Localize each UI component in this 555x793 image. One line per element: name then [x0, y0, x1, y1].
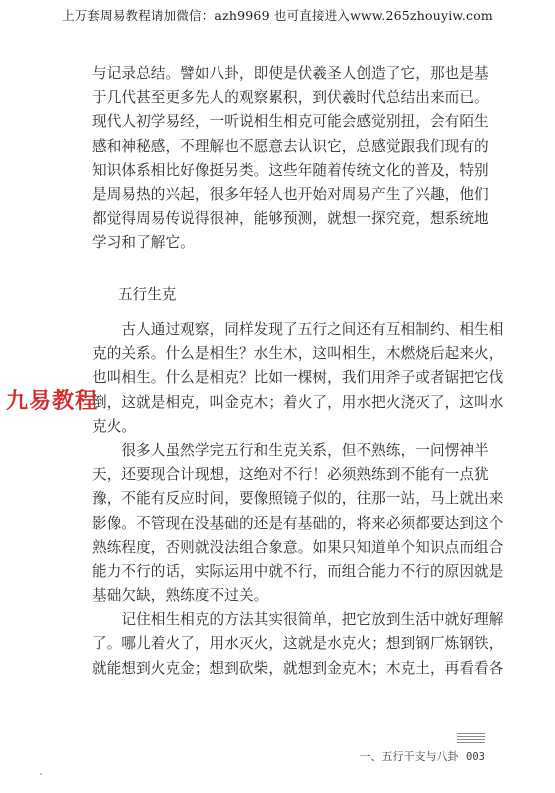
- paragraph-2-line: 克火。: [92, 417, 137, 435]
- paragraph-3-line: 影像。不管现在没基础的还是有基础的，将来必须都要达到这个: [92, 514, 504, 532]
- paragraph-1-line: 学习和了解它。: [92, 234, 195, 252]
- page-body-top: [92, 62, 487, 256]
- paragraph-3-line: 很多人虽然学完五行和生克关系，但不熟练，一问愣神半: [92, 441, 489, 459]
- paragraph-1-line: 知识体系相比好像挺另类。这些年随着传统文化的普及，特别: [92, 161, 489, 179]
- page-body-middle: [92, 318, 504, 681]
- watermark-stamp: 九易教程: [6, 389, 99, 414]
- paragraph-1-line: 都觉得周易传说得很神，能够预测，就想一探究竟，想系统地: [92, 210, 489, 228]
- paragraph-4-line: 记住相生相克的方法其实很简单，把它放到生活中就好理解: [92, 611, 504, 629]
- paragraph-3-line: 豫，不能有反应时间，要像照镜子似的，往那一站，马上就出来: [92, 490, 504, 508]
- footer-decoration: [457, 733, 485, 749]
- page-footer: [360, 748, 485, 764]
- paragraph-2-line: 倒，这就是相克，叫金克木；着火了，用水把火浇灭了，这叫水: [92, 393, 504, 411]
- paragraph-1-line: 现代人初学易经，一听说相生相克可能会感觉别扭，会有陌生: [92, 113, 489, 131]
- paragraph-4-line: 了。哪儿着火了，用水灭火，这就是水克火；想到钢厂炼钢铁，: [92, 635, 504, 653]
- paragraph-1-line: 是周易热的兴起，很多年轻人也开始对周易产生了兴趣，他们: [92, 185, 489, 203]
- paragraph-3-line: 熟练程度，否则就没法组合象意。如果只知道单个知识点而组合: [92, 538, 504, 556]
- paragraph-3-line: 能力不行的话，实际运用中就不行，而组合能力不行的原因就是: [92, 562, 504, 580]
- paragraph-4-line: 就能想到火克金；想到砍柴，就想到金克木；木克土，再看看各: [92, 659, 504, 677]
- paragraph-1-line: 与记录总结。譬如八卦，即使是伏羲圣人创造了它，那也是基: [92, 65, 489, 82]
- page-number: 003: [466, 751, 485, 763]
- margin-mark: [40, 773, 42, 775]
- paragraph-2-line: 也叫相生。什么是相克？比如一棵树，我们用斧子或者锯把它伐: [92, 369, 504, 387]
- section-title: 五行生克: [118, 286, 177, 303]
- header-watermark: 上万套周易教程请加微信：azh9969 也可直接进入www.265zhouyiw.com: [62, 8, 493, 23]
- paragraph-1-line: 于几代甚至更多先人的观察累积，到伏羲时代总结出来而已。: [92, 89, 489, 107]
- paragraph-2-line: 古人通过观察，同样发现了五行之间还有互相制约、相生相: [92, 321, 504, 338]
- paragraph-3-line: 基础欠缺，熟练度不过关。: [92, 587, 269, 605]
- paragraph-3-line: 天，还要现合计现想，这绝对不行！必须熟练到不能有一点犹: [92, 466, 489, 484]
- paragraph-2-line: 克的关系。什么是相生？水生木，这叫相生，木燃烧后起来火，: [92, 345, 504, 363]
- paragraph-1-line: 感和神秘感，不理解也不愿意去认识它，总感觉跟我们现有的: [92, 137, 489, 155]
- footer-chapter-title: 一、五行干支与八卦: [359, 750, 459, 763]
